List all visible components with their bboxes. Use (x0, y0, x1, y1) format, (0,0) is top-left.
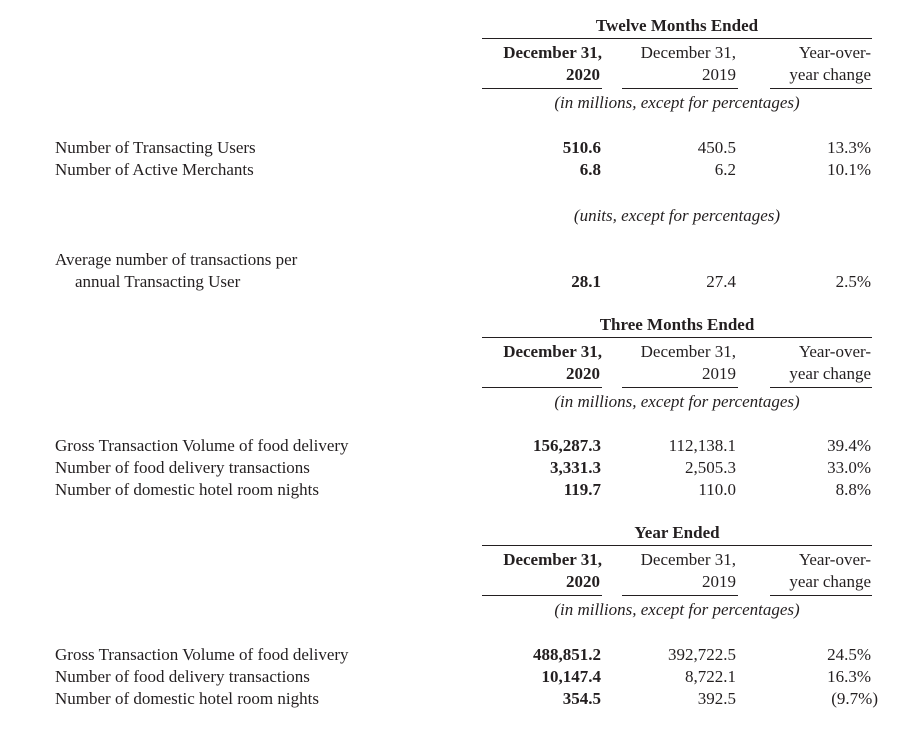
row-value-2020: 354.5 (562, 689, 601, 708)
row-value-2019: 112,138.1 (668, 436, 736, 455)
row-label-line2: annual Transacting User (75, 272, 241, 291)
row-value-change: 8.8% (835, 480, 871, 499)
row-value-2019: 110.0 (698, 480, 736, 499)
period-heading: Year Ended (634, 523, 720, 542)
period-underline (482, 545, 872, 546)
row-value-2019: 2,505.3 (685, 458, 736, 477)
row-value-2019: 8,722.1 (685, 667, 736, 686)
col-header-2020-line1: December 31, (503, 43, 602, 62)
row-label: Number of food delivery transactions (55, 667, 310, 686)
units-note: (in millions, except for percentages) (554, 600, 800, 619)
period-underline (482, 38, 872, 39)
row-label: Number of domestic hotel room nights (55, 689, 319, 708)
row-value-2020: 28.1 (571, 272, 601, 291)
row-value-2019: 392.5 (697, 689, 736, 708)
row-value-2020: 6.8 (579, 160, 601, 179)
row-value-change: 16.3% (827, 667, 871, 686)
period-heading: Three Months Ended (599, 315, 755, 334)
row-value-2020: 510.6 (562, 138, 601, 157)
col-header-change-line2: year change (789, 65, 871, 84)
row-value-change: (9.7%) (831, 689, 878, 708)
col-header-2020-line2: 2020 (566, 364, 600, 383)
row-value-change: 13.3% (827, 138, 871, 157)
col-2020-underline (482, 88, 602, 89)
col-header-change-line1: Year-over- (798, 43, 871, 62)
row-value-2019: 450.5 (697, 138, 736, 157)
col-header-2019-line1: December 31, (640, 342, 736, 361)
col-header-2020-line2: 2020 (566, 572, 600, 591)
col-header-2019-line2: 2019 (702, 572, 736, 591)
col-header-2020-line1: December 31, (503, 342, 602, 361)
period-heading: Twelve Months Ended (595, 16, 759, 35)
row-value-change: 10.1% (827, 160, 871, 179)
col-header-2020-line2: 2020 (566, 65, 600, 84)
col-2020-underline (482, 387, 602, 388)
row-label-line1: Average number of transactions per (55, 250, 298, 269)
col-header-change-line1: Year-over- (798, 550, 871, 569)
col-header-change-line1: Year-over- (798, 342, 871, 361)
row-value-2020: 156,287.3 (533, 436, 601, 455)
row-label: Gross Transaction Volume of food delivery (55, 645, 349, 664)
row-value-2020: 119.7 (563, 480, 601, 499)
col-header-2019-line1: December 31, (640, 43, 736, 62)
units-note-2: (units, except for percentages) (573, 206, 781, 225)
col-header-2020-line1: December 31, (503, 550, 602, 569)
row-value-change: 2.5% (835, 272, 871, 291)
row-label: Number of Transacting Users (55, 138, 256, 157)
row-value-2020: 10,147.4 (541, 667, 601, 686)
col-change-underline (770, 387, 872, 388)
row-value-2019: 6.2 (714, 160, 736, 179)
col-header-2019-line1: December 31, (640, 550, 736, 569)
row-label: Number of domestic hotel room nights (55, 480, 319, 499)
row-label: Gross Transaction Volume of food delivery (55, 436, 349, 455)
row-value-2020: 3,331.3 (550, 458, 601, 477)
units-note: (in millions, except for percentages) (554, 93, 800, 112)
col-header-change-line2: year change (789, 572, 871, 591)
col-change-underline (770, 88, 872, 89)
row-value-2019: 27.4 (706, 272, 736, 291)
col-2019-underline (622, 387, 738, 388)
col-header-change-line2: year change (789, 364, 871, 383)
row-value-2020: 488,851.2 (533, 645, 601, 664)
col-2019-underline (622, 595, 738, 596)
row-value-change: 24.5% (827, 645, 871, 664)
units-note: (in millions, except for percentages) (554, 392, 800, 411)
col-header-2019-line2: 2019 (702, 364, 736, 383)
col-2019-underline (622, 88, 738, 89)
col-header-2019-line2: 2019 (702, 65, 736, 84)
row-label: Number of food delivery transactions (55, 458, 310, 477)
row-value-2019: 392,722.5 (668, 645, 736, 664)
row-label: Number of Active Merchants (55, 160, 254, 179)
period-underline (482, 337, 872, 338)
row-value-change: 39.4% (827, 436, 871, 455)
row-value-change: 33.0% (827, 458, 871, 477)
col-2020-underline (482, 595, 602, 596)
col-change-underline (770, 595, 872, 596)
